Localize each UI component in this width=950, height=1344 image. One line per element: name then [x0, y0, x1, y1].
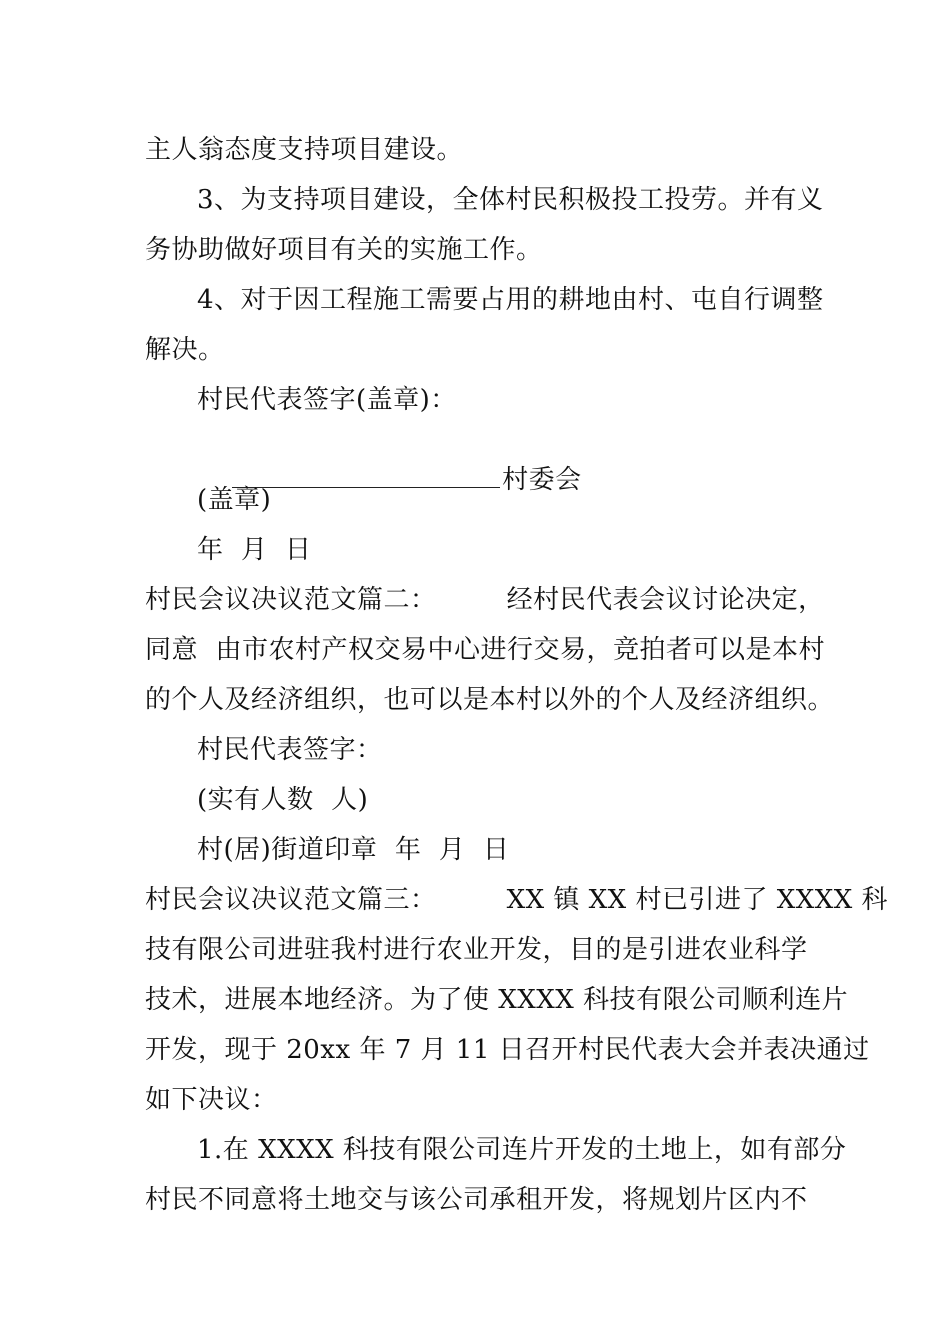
headcount-line: (实有人数 人)	[197, 785, 369, 815]
paragraph-line: 的个人及经济组织，也可以是本村以外的个人及经济组织。	[145, 685, 835, 715]
date-line: 年 月 日	[197, 535, 312, 565]
street-seal-date-line: 村(居)街道印章 年 月 日	[197, 835, 510, 865]
paragraph-line: 务协助做好项目有关的实施工作。	[145, 235, 543, 265]
paragraph-line: 主人翁态度支持项目建设。	[145, 135, 464, 165]
paragraph-line: 4、对于因工程施工需要占用的耕地由村、屯自行调整	[197, 285, 824, 315]
section-heading-2: 村民会议决议范文篇二： 经村民代表会议讨论决定，	[145, 585, 825, 615]
paragraph-line: 开发，现于 20xx 年 7 月 11 日召开村民代表大会并表决通过	[145, 1035, 870, 1065]
paragraph-line: 如下决议：	[145, 1085, 278, 1115]
paragraph-line: 技有限公司进驻我村进行农业开发，目的是引进农业科学	[145, 935, 808, 965]
paragraph-line: 技术，进展本地经济。为了使 XXXX 科技有限公司顺利连片	[145, 985, 849, 1015]
paragraph-line: 同意 由市农村产权交易中心进行交易，竞拍者可以是本村	[145, 635, 826, 665]
signature-label: 村民代表签字：	[197, 735, 383, 765]
village-committee-label: 村委会	[502, 465, 582, 495]
paragraph-line: 1.在 XXXX 科技有限公司连片开发的土地上，如有部分	[197, 1135, 847, 1165]
seal-label: (盖章)	[197, 485, 272, 515]
signature-blank	[232, 465, 500, 488]
paragraph-line: 村民不同意将土地交与该公司承租开发，将规划片区内不	[145, 1185, 808, 1215]
section-heading-3: 村民会议决议范文篇三： XX 镇 XX 村已引进了 XXXX 科	[145, 885, 889, 915]
paragraph-line: 解决。	[145, 335, 225, 365]
paragraph-line: 3、为支持项目建设，全体村民积极投工投劳。并有义	[197, 185, 824, 215]
signature-label: 村民代表签字(盖章)：	[197, 385, 457, 415]
